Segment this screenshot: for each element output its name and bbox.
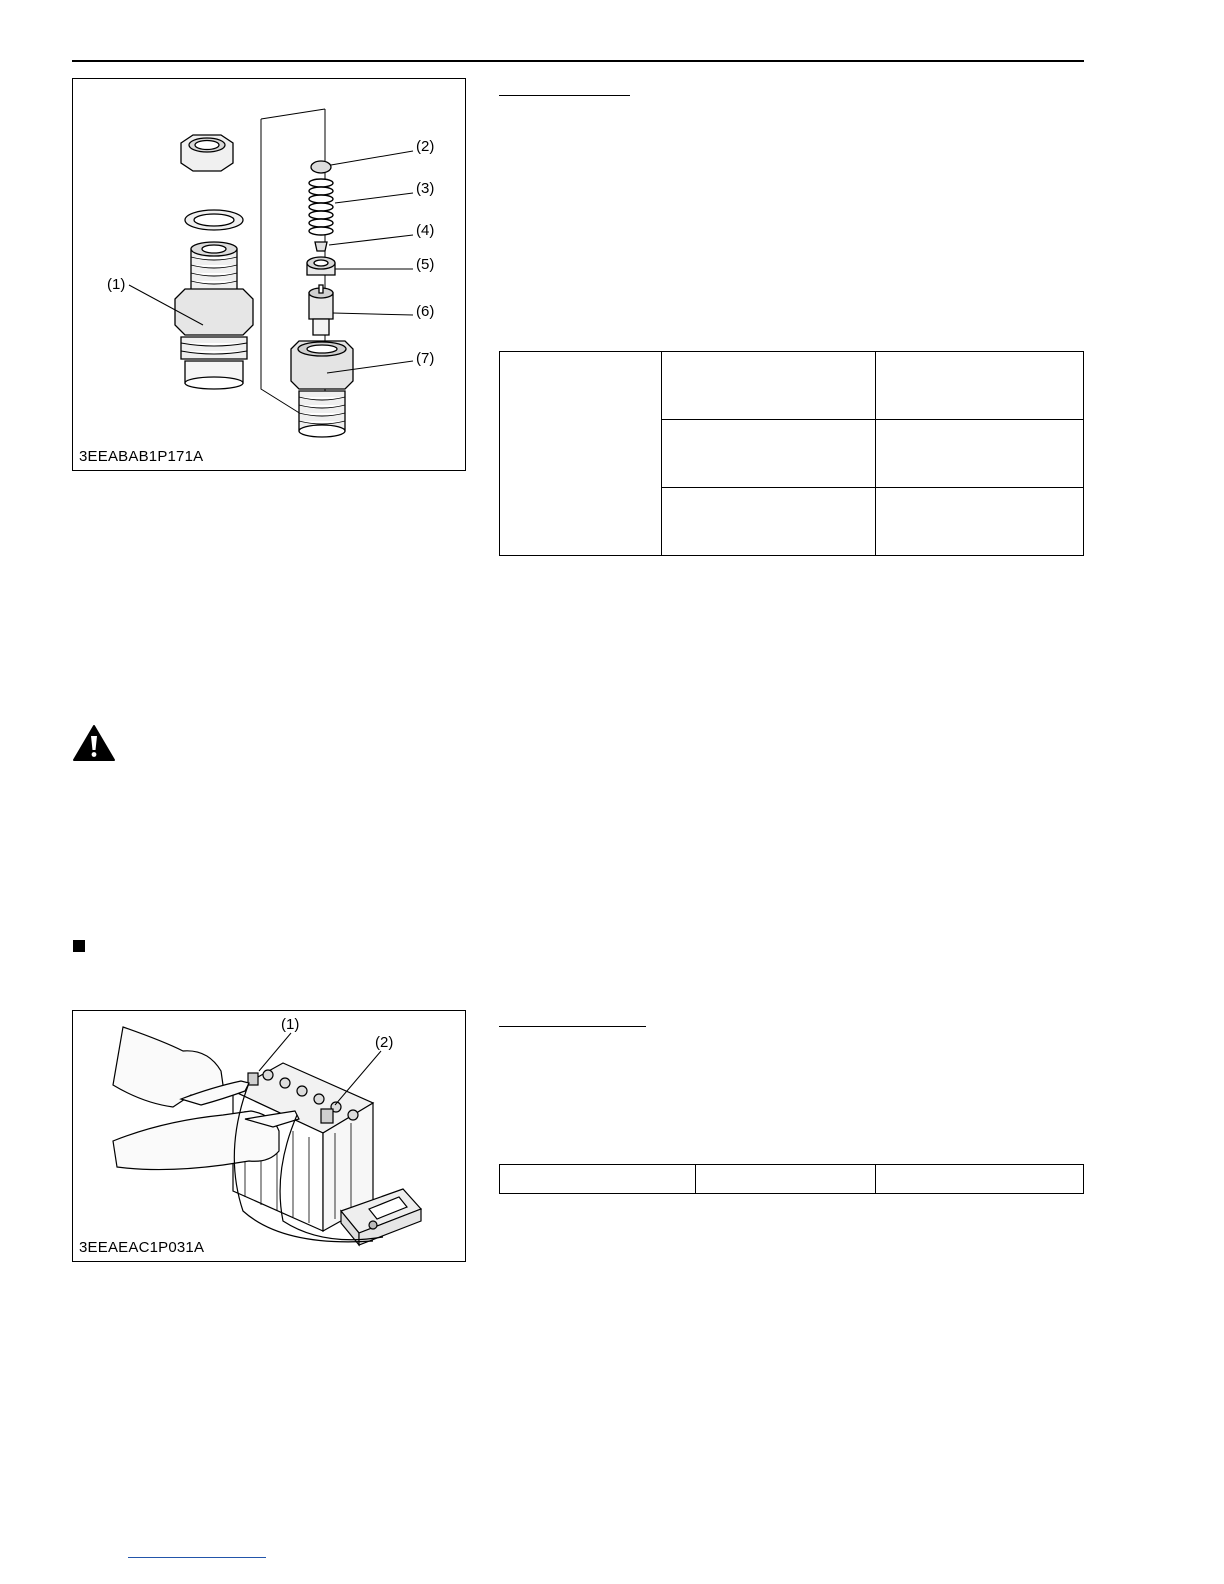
table-cell [662, 488, 876, 556]
figure-code: 3EEABAB1P171A [79, 448, 204, 465]
table-row [500, 352, 1084, 420]
injection-nozzle-drawing [73, 79, 466, 471]
figure-code: 3EEAEAC1P031A [79, 1239, 205, 1256]
table-cell [662, 420, 876, 488]
battery-test-drawing [73, 1011, 466, 1262]
callout-7: (7) [416, 350, 435, 367]
callout-6: (6) [416, 303, 435, 320]
spec-table [499, 351, 1084, 556]
injection-nozzle-figure [72, 78, 466, 471]
table-cell [696, 1165, 876, 1194]
warning-triangle-icon [72, 724, 116, 762]
table-cell [876, 488, 1084, 556]
callout-3: (3) [416, 180, 435, 197]
callout-5: (5) [416, 256, 435, 273]
table-cell [500, 1165, 696, 1194]
battery-test-figure [72, 1010, 466, 1262]
table-row [500, 1165, 1084, 1194]
section-heading-underline [499, 1026, 646, 1027]
table-cell [876, 1165, 1084, 1194]
callout-1: (1) [281, 1016, 300, 1033]
spec-table [499, 1164, 1084, 1194]
table-cell [500, 352, 662, 556]
square-bullet-icon [73, 940, 85, 952]
table-cell [876, 420, 1084, 488]
callout-2: (2) [416, 138, 435, 155]
callout-4: (4) [416, 222, 435, 239]
callout-2: (2) [375, 1034, 394, 1051]
table-cell [662, 352, 876, 420]
callout-1: (1) [107, 276, 126, 293]
section-heading-underline [499, 95, 630, 96]
footer-link-underline[interactable] [128, 1557, 266, 1558]
table-cell [876, 352, 1084, 420]
header-rule [72, 60, 1084, 62]
